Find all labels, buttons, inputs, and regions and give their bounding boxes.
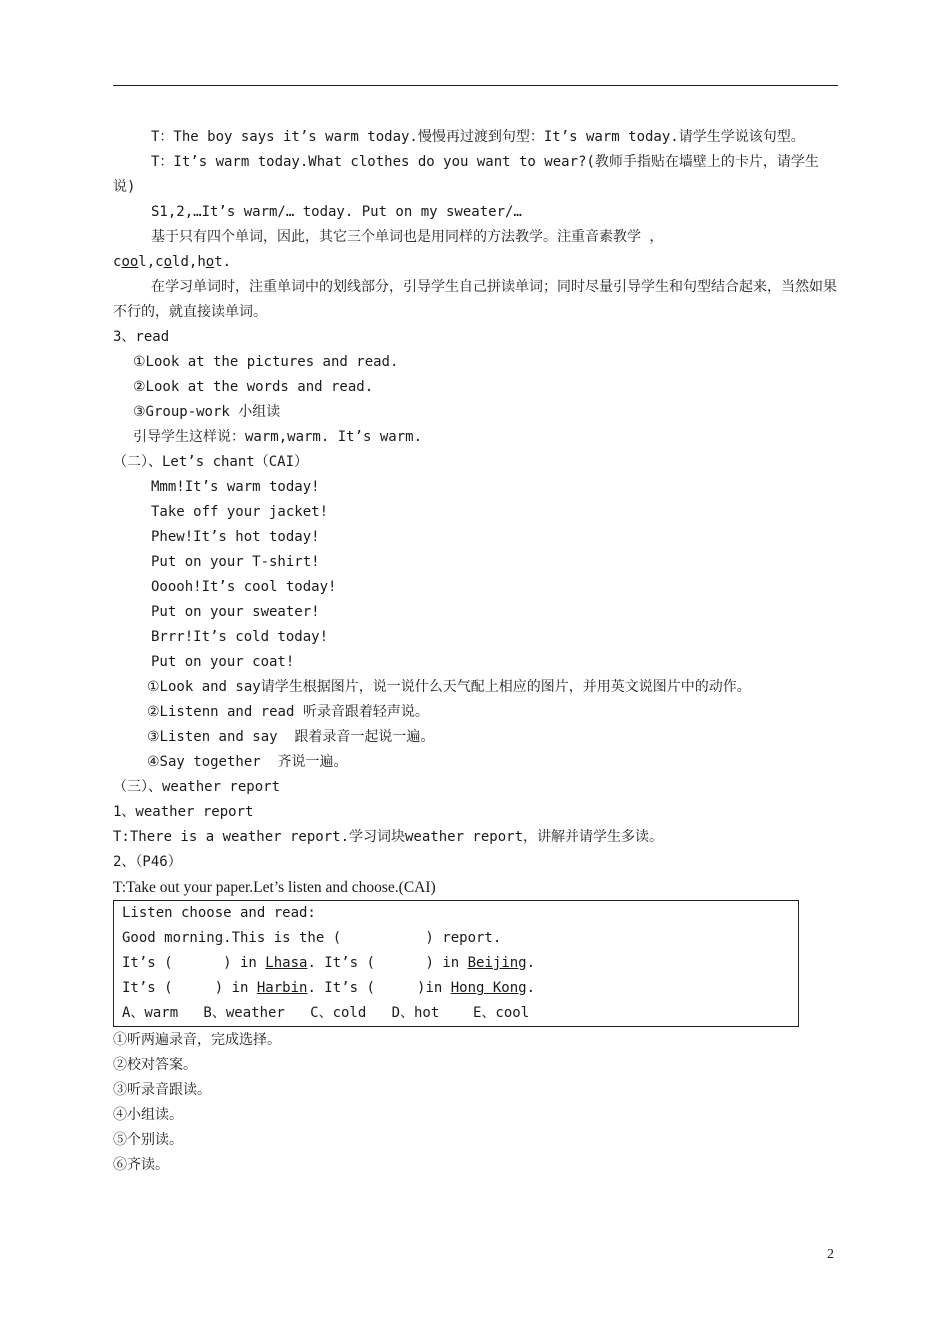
box-line: It’s ( ) in Harbin. It’s ( )in Hong Kong.	[122, 980, 536, 996]
step-item: ③听录音跟读。	[113, 1082, 211, 1098]
paragraph-3: S1,2,…It’s warm/… today. Put on my sweater/…	[151, 204, 522, 220]
step-item: ④小组读。	[113, 1107, 183, 1123]
chant-line: Brrr!It’s cold today!	[151, 629, 329, 645]
box-line: A、warm B、weather C、cold D、hot E、cool	[122, 1005, 530, 1021]
read-item: ②Look at the words and read.	[133, 379, 374, 395]
paragraph-4: 基于只有四个单词，因此，其它三个单词也是用同样的方法教学。注重音素教学 ，	[151, 229, 664, 245]
box-line: It’s ( ) in Lhasa. It’s ( ) in Beijing.	[122, 955, 536, 971]
document-body	[113, 125, 838, 1178]
chant-step: ④Say together 齐说一遍。	[147, 754, 348, 770]
step-item: ⑥齐读。	[113, 1157, 169, 1173]
chant-heading: （二）、Let’s chant（CAI）	[113, 454, 309, 470]
chant-line: Ooooh!It’s cool today!	[151, 579, 337, 595]
paragraph-6: 在学习单词时，注重单词中的划线部分，引导学生自己拼读单词；同时尽量引导学生和句型结合起来，当然如果不行的，就直接读单词。	[113, 279, 837, 320]
paragraph-1: T：The boy says it’s warm today.慢慢再过渡到句型：It’s warm today.请学生学说该句型。	[151, 129, 805, 145]
paragraph-2: T：It’s warm today.What clothes do you want to wear?(教师手指贴在墙壁上的卡片，请学生说)	[113, 154, 819, 195]
chant-step: ③Listen and say 跟着录音一起说一遍。	[147, 729, 435, 745]
chant-line: Phew!It’s hot today!	[151, 529, 320, 545]
weather-text: T:There is a weather report.学习词块weather report，讲解并请学生多读。	[113, 829, 664, 845]
step-item: ⑤个别读。	[113, 1132, 183, 1148]
weather-subheading-2: 2、（P46）	[113, 854, 182, 870]
read-item: ③Group-work 小组读	[133, 404, 281, 420]
weather-subheading: 1、weather report	[113, 804, 254, 820]
box-line: Listen choose and read:	[122, 905, 316, 921]
chant-line: Put on your T-shirt!	[151, 554, 320, 570]
header-rule	[113, 85, 838, 86]
exercise-box	[113, 900, 799, 1027]
chant-step: ②Listenn and read 听录音跟着轻声说。	[147, 704, 429, 720]
step-item: ①听两遍录音，完成选择。	[113, 1032, 281, 1048]
box-line: Good morning.This is the ( ) report.	[122, 930, 502, 946]
chant-line: Put on your coat!	[151, 654, 295, 670]
step-item: ②校对答案。	[113, 1057, 197, 1073]
weather-heading: （三）、weather report	[113, 779, 281, 795]
phonics-words: cool,cold,hot.	[113, 254, 232, 270]
read-heading: 3、read	[113, 329, 170, 345]
page-number: 2	[827, 1247, 834, 1262]
chant-line: Put on your sweater!	[151, 604, 320, 620]
chant-line: Take off your jacket!	[151, 504, 329, 520]
read-item: ①Look at the pictures and read.	[133, 354, 399, 370]
chant-line: Mmm!It’s warm today!	[151, 479, 320, 495]
chant-step: ①Look and say请学生根据图片，说一说什么天气配上相应的图片，并用英文说图片中的动作。	[147, 679, 751, 695]
read-guide: 引导学生这样说：warm,warm. It’s warm.	[133, 429, 423, 445]
weather-instruction: T:Take out your paper.Let’s listen and choose.(CAI)	[113, 879, 436, 896]
